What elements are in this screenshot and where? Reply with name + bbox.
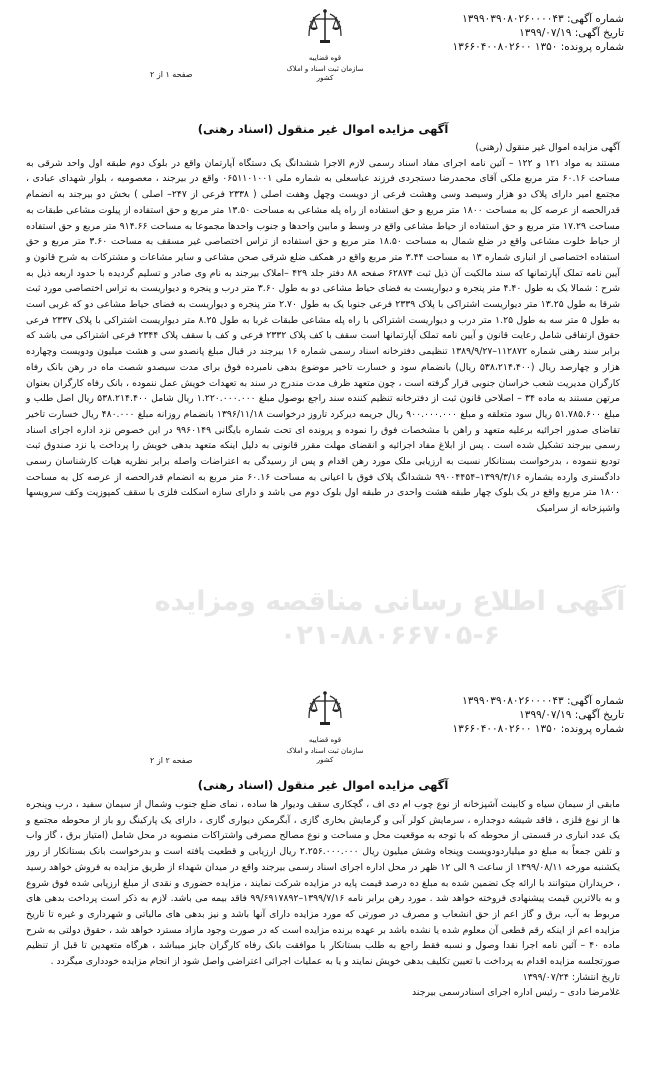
scales-emblem-icon bbox=[302, 688, 348, 734]
ad-date: تاریخ آگهی: ۱۳۹۹/۰۷/۱۹ bbox=[519, 709, 624, 721]
notice-body bbox=[26, 797, 620, 1001]
scales-emblem-icon bbox=[302, 6, 348, 52]
ad-number: شماره آگهی: ۱۳۹۹۰۳۹۰۸۰۲۶۰۰۰۰۴۳ bbox=[462, 695, 624, 707]
logo-org-line-1: قوه قضاییه bbox=[308, 736, 342, 744]
notice-page-2 bbox=[0, 680, 646, 1068]
signature-line: غلامرضا دادی – رئیس اداره اجرای اسنادرسمی بیرجند bbox=[412, 987, 620, 999]
watermark-phone: ۰۲۱-۸۸۰۶۶۷۰۵-۶ bbox=[279, 620, 501, 651]
logo-org-line-2: سازمان ثبت اسناد و املاک کشور bbox=[286, 65, 364, 82]
notice-title: آگهی مزایده اموال غیر منقول (اسناد رهنی) bbox=[197, 122, 449, 136]
logo-org-line-2: سازمان ثبت اسناد و املاک کشور bbox=[286, 747, 364, 764]
file-number: شماره پرونده: ۱۳۵۰ ۱۳۶۶۰۴۰۰۸۰۲۶۰۰ bbox=[452, 723, 624, 735]
judiciary-logo bbox=[280, 688, 370, 765]
notice-title: آگهی مزایده اموال غیر منقول (اسناد رهنی) bbox=[197, 778, 449, 792]
notice-header-info bbox=[453, 694, 624, 736]
logo-org-line-1: قوه قضاییه bbox=[308, 54, 342, 62]
notice-paragraph: مستند به مواد ۱۲۱ و ۱۲۲ – آئین نامه اجرای مفاد اسناد رسمی لازم الاجرا ششدانگ یک دستگاه آپارتمان واقع در بلوک دوم طبقه اول واحد شرقی به مساحت ۶۰.۱۶ متر مربع ملکی آقای محمدرضا دستجردی فرزند عباسعلی به شماره ملی ۰۶۵۱۱۰۱۰۰۱ واقع در بیرجند ، معصومیه ، بلوار شهدای عبادی ، مجتمع امیر دارای پلاک دو هزار وسیصد وسی وهشت فرعی از دویست وچهل وهفت اصلی ( ۲۳۳۸ فرعی از ۲۴۷– اصلی ) بخش دو بیرجند به انضمام قدرالحصه از عرصه کل به مساحت ۱۸۰۰ متر مربع و حق استفاده از راه پله مشاعی به مساحت ۱۳.۵۰ متر مربع و حق استفاده از پیلوت مشاعی طبقات به مساحت ۱۷.۲۹ متر مربع و حق استفاده از حیاط مشاعی واقع در وسط و مابین واحدها و جنوب واحدها مجموعا به مساحت ۹۱۴.۶۶ متر مربع و حق استفاده از حیاط خلوت مشاعی واقع در ضلع شمال به مساحت ۱۸.۵۰ متر مربع و حق استفاده از تراس اختصاصی غیر مسقف به مساحت ۳.۶۰ متر مربع و حق استفاده اختصاصی از انباری شماره ۱۳ به مساحت ۳.۴۴ متر مربع واقع در همکف ضلع شرقی صحن مشاعی و سایر مشاعات و مشترکات به شرح قانون و آیین نامه تملک آپارتمانها که سند مالکیت آن ذیل ثبت ۶۲۸۷۴ صفحه ۸۸ دفتر جلد ۴۲۹ –املاک بیرجند به نام وی صادر و تسلیم گردیده با حدود اربعه ذیل به شرح : شمالا یک به طول ۴.۴۰ متر پنجره و دیواریست به فضای حیاط مشاعی دو به طول ۳.۶۰ متر درب و پنجره و دیواریست به تراس اختصاصی مورد ثبت شرقا به طول ۱۳.۲۵ متر دیواریست اشتراکی با پلاک ۲۳۳۹ فرعی جنوبا یک به طول ۲.۷۰ متر پنجره و دیواریست به فضای حیاط مشاعی دو که غربی است به طول ۵ متر سه به طول ۱.۲۵ متر درب و دیواریست اشتراکی با راه پله مشاعی طبقات غربا به طول ۸.۲۵ متر دیواریست اشتراکی با پلاک ۲۳۳۷ فرعی حقوق ارتفاقی شامل رعایت قانون و آیین نامه تملک آپارتمانها است سقف با کف پلاک ۲۳۳۲ فرعی و کف با سقف پلاک ۲۳۴۴ فرعی اشتراکی می باشد که برابر سند رهنی شماره ۱۱۲۸۷۲–۱۳۸۹/۹/۲۷ تنظیمی دفترخانه اسناد رسمی شماره ۱۶ بیرجند در قبال مبلغ پانصدو سی و هشت میلیون ودویست وچهارده هزار و چهارصد ریال (۵۳۸،۲۱۴،۴۰۰ ریال) بانضمام سود و خسارت تاخیر موضوع بدهی نامبرده فوق برای مدت سیصدو شصت ماه در رهن بانک رفاه کارگران مدیریت شعب خراسان جنوبی قرار گرفته است ، چون متعهد ظرف مدت مندرج در سند به تعهدات خویش عمل ننموده ، بانک رفاه کارگران بعنوان مرتهن مستند به ماده ۳۴ – اصلاحی قانون ثبت از دفترخانه تنظیم کننده سند راجع بوصول مبلغ ۱.۲۲۰.۰۰۰.۰۰۰ ریال شامل ۵۳۸.۲۱۴.۴۰۰ ریال اصل طلب و مبلغ ۵۱.۷۸۵.۶۰۰ ریال سود متعلقه و مبلغ ۹۰۰.۰۰۰.۰۰۰ ریال جریمه دیرکرد تاروز درخواست ۱۳۹۶/۱۱/۱۸ بانضمام روزانه مبلغ ۴۸۰.۰۰۰ ریال خسارت تاخیر تقاضای صدور اجرائیه برعلیه متعهد و راهن با مشخصات فوق را نموده و پرونده ای تحت شماره بایگانی ۹۹۶۰۱۴۹ در این خصوص نزد اداره اجرای اسناد رسمی بیرجند تشکیل شده است . پس از ابلاغ مفاد اجرائیه و انقضای مهلت مقرر قانونی به دلیل اینکه متعهد بدهی خویش را پرداخت یا نزد صندوق ثبت تودیع ننموده ، بدرخواست بستانکار نسبت به ارزیابی ملک مورد رهن اقدام و پس از رسیدگی به اعتراضات واصله برابر نظریه هیات کارشناسان رسمی دادگستری وارده بشماره ۱۳۹۹/۳/۱۶–۹۹۰۰۴۴۵۴ ششدانگ پلاک فوق با اعیانی به مساحت ۶۰.۱۶ متر مربع به انضمام قدرالحصه از عرصه کل به مساحت ۱۸۰۰ متر مربع واقع در یک بلوک چهار طبقه هشت واحدی در طبقه اول بلوک دوم می باشد و دارای سازه اسکلت فلزی با سقف کمپوزیت وکف سرویسها واشپزخانه از سرامیک bbox=[26, 157, 621, 515]
notice-body bbox=[26, 140, 620, 517]
notice-paragraph: مابقی از سیمان سیاه و کابینت آشپزخانه از نوع چوب ام دی اف ، گچکاری سقف ودیوار ها ساده ، نمای ضلع جنوب وشمال از سیمان سفید ، درب وپنجره ها از نوع فلزی ، فاقد شیشه دوجداره ، سرمایش کولر آبی و گرمایش بخاری گازی ، آبگرمکن دیواری گازی ، دارای یک پارکینگ رو باز از محوطه مجتمع و یک عدد انباری در قسمتی از محوطه که با توجه به موقعیت محل و مساحت و نوع مصالح مصرفی واشتراکات منصوبه در محل شامل (امتیاز برق ، گاز واب و تلفن جمعاً به مبلغ دو میلیاردودویست وپنجاه وشش میلیون ریال ۲.۲۵۶.۰۰۰.۰۰۰ ریال ارزیابی و قطعیت یافته است و بدرخواست بانک بستانکار از روز یکشنبه مورخه ۱۳۹۹/۰۸/۱۱ از ساعت ۹ الی ۱۲ ظهر در محل اداره اجرای اسناد رسمی بیرجند واقع در میدان شهداء از طریق مزایده به فروش خواهد رسید ، خریداران میتوانند با ارائه چک تضمین شده به مبلغ ده درصد قیمت پایه در مزایده شرکت نمایند ، مزایده حضوری و نقدی از مبلغ ارزیابی شده فوق شروع و به بالاترین قیمت پیشنهادی فروخته خواهد شد . مورد رهن برابر نامه ۱۳۹۹/۷/۱۶–۹۹/۶۹۱۷۸۹۲ فاقد بیمه می باشد. لازم به ذکر است پرداخت بدهی های مربوط به آب، برق و گاز اعم از حق انشعاب و مصرف در صورتی که مورد مزایده دارای آنها باشد و نیز بدهی های مالیاتی و شهرداری و غیره تا تاریخ مزایده اعم از اینکه رقم قطعی آن معلوم شده یا نشده باشد بر عهده برنده مزایده است که در صورت وجود مازاد مسترد خواهد شد ، حقوق دولتی به شرح ماده ۴۰ – آئین نامه اجرا نقدا وصول و نسبه فقط راجع به طلب بستانکار با موافقت بانک رفاه کارگران جایز میباشد ، هرگاه متعهدین تا قبل از تنظیم صورتجلسه مزایده اقدام به پرداخت با تعیین تکلیف بدهی خویش نمایند و یا به عملیات اجرائی اعتراضی واصل شود از انجام مزایده خودداری میگردد . bbox=[26, 799, 621, 968]
page-label: صفحه ۲ از ۲ bbox=[150, 756, 193, 765]
watermark-text: آگهی اطلاع رسانی مناقصه ومزایده bbox=[154, 586, 626, 617]
ad-date: تاریخ آگهی: ۱۳۹۹/۰۷/۱۹ bbox=[519, 27, 624, 39]
watermark bbox=[150, 585, 630, 653]
publication-date: تاریخ انتشار: ۱۳۹۹/۰۷/۲۴ bbox=[522, 971, 620, 983]
judiciary-logo bbox=[280, 6, 370, 83]
notice-header-info bbox=[453, 12, 624, 54]
page-label: صفحه ۱ از ۲ bbox=[150, 70, 193, 79]
ad-number: شماره آگهی: ۱۳۹۹۰۳۹۰۸۰۲۶۰۰۰۰۴۳ bbox=[462, 13, 624, 25]
notice-subtitle: آگهی مزایده اموال غیر منقول (رهنی) bbox=[475, 142, 620, 153]
file-number: شماره پرونده: ۱۳۵۰ ۱۳۶۶۰۴۰۰۸۰۲۶۰۰ bbox=[452, 41, 624, 53]
